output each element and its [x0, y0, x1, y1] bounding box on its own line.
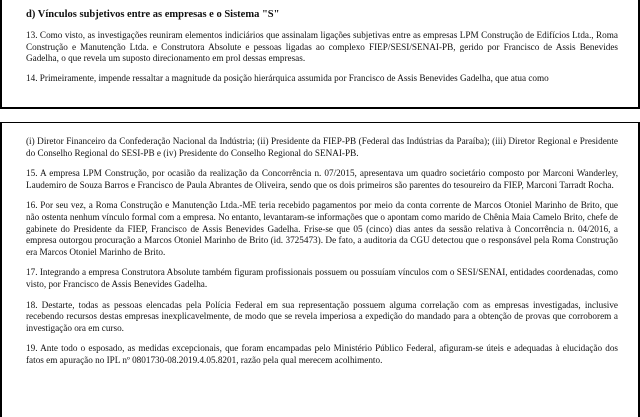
- paragraph-19: 19. Ante todo o esposado, as medidas excepcionais, que foram encampadas pelo Ministério Público Federal, afiguram-se úteis e adequadas à elucidação dos fatos em apuração no IPL nº 0801730-08.2019.4.05.8201, razão pela qual merecem acolhimento.: [26, 343, 618, 365]
- page-top-content: [26, 8, 618, 84]
- paragraph-15: 15. A empresa LPM Construção, por ocasião da realização da Concorrência n. 07/2015, apresentava um quadro societário composto por Marconi Wanderley, Laudemiro de Souza Barros e Francisco de Paula Abrantes de Oliveira, sendo que os dois primeiros são parentes do tesoureiro da FIEP, Marconi Tarradt Rocha.: [26, 168, 618, 190]
- paragraph-13: 13. Como visto, as investigações reuniram elementos indiciários que assinalam ligações subjetivas entre as empresas LPM Construção de Edifícios Ltda., Roma Construção e Manutenção Ltda. e Construtora Absolute e pessoas ligadas ao complexo FIEP/SESI/SENAI-PB, gerido por Francisco de Assis Benevides Gadelha, o que revela um suposto direcionamento em prol dessas empresas.: [26, 30, 618, 64]
- paragraph-17: 17. Integrando a empresa Construtora Absolute também figuram profissionais possuem ou possuíam vínculos com o SESI/SENAI, entidades coordenadas, como visto, por Francisco de Assis Benevides Gadelha.: [26, 267, 618, 289]
- page-border-left: [0, 0, 2, 107]
- paragraph-16: 16. Por seu vez, a Roma Construção e Manutenção Ltda.-ME teria recebido pagamentos por meio da conta corrente de Marcos Otoniel Marinho de Brito, que não ostenta nenhum vínculo formal com a empresa. No entanto, levantaram-se informações que o apontam como marido de Chênia Maia Camelo Brito, chefe de gabinete do Presidente da FIEP, Francisco de Assis Benevides Gadelha. Frise-se que 05 (cinco) dias antes da sessão relativa à Concorrência n. 04/2016, a empresa outorgou procuração a Marcos Otoniel Marinho de Brito (id. 3725473). De fato, a auditoria da CGU detectou que o responsável pela Roma Construção era Marcos Otoniel Marinho de Brito.: [26, 200, 618, 257]
- section-heading: d) Vínculos subjetivos entre as empresas e o Sistema "S": [26, 9, 280, 20]
- paragraph-roles-list: (i) Diretor Financeiro da Confederação Nacional da Indústria; (ii) Presidente da FIEP-PB (Federal das Indústrias da Paraíba); (iii) Diretor Regional e Presidente do Conselho Regional do SESI-PB e (iv) Presidente do Conselho Regional do SENAI-PB.: [26, 136, 618, 158]
- page-bottom-content: [26, 136, 618, 376]
- page-border-left: [0, 123, 2, 417]
- document-page-bottom: [0, 123, 640, 417]
- paragraph-14: 14. Primeiramente, impende ressaltar a magnitude da posição hierárquica assumida por Francisco de Assis Benevides Gadelha, que atua como: [26, 72, 549, 83]
- document-page-top: [0, 0, 640, 107]
- page-break: [0, 107, 640, 123]
- paragraph-18: 18. Destarte, todas as pessoas elencadas pela Polícia Federal em sua representação possuem alguma correlação com as empresas investigadas, inclusive recebendo recursos destas empresas inexplicavelmente, de modo que se revela imperiosa a expedição do mandado para a obtenção de provas que corroborem a investigação ora em curso.: [26, 299, 618, 333]
